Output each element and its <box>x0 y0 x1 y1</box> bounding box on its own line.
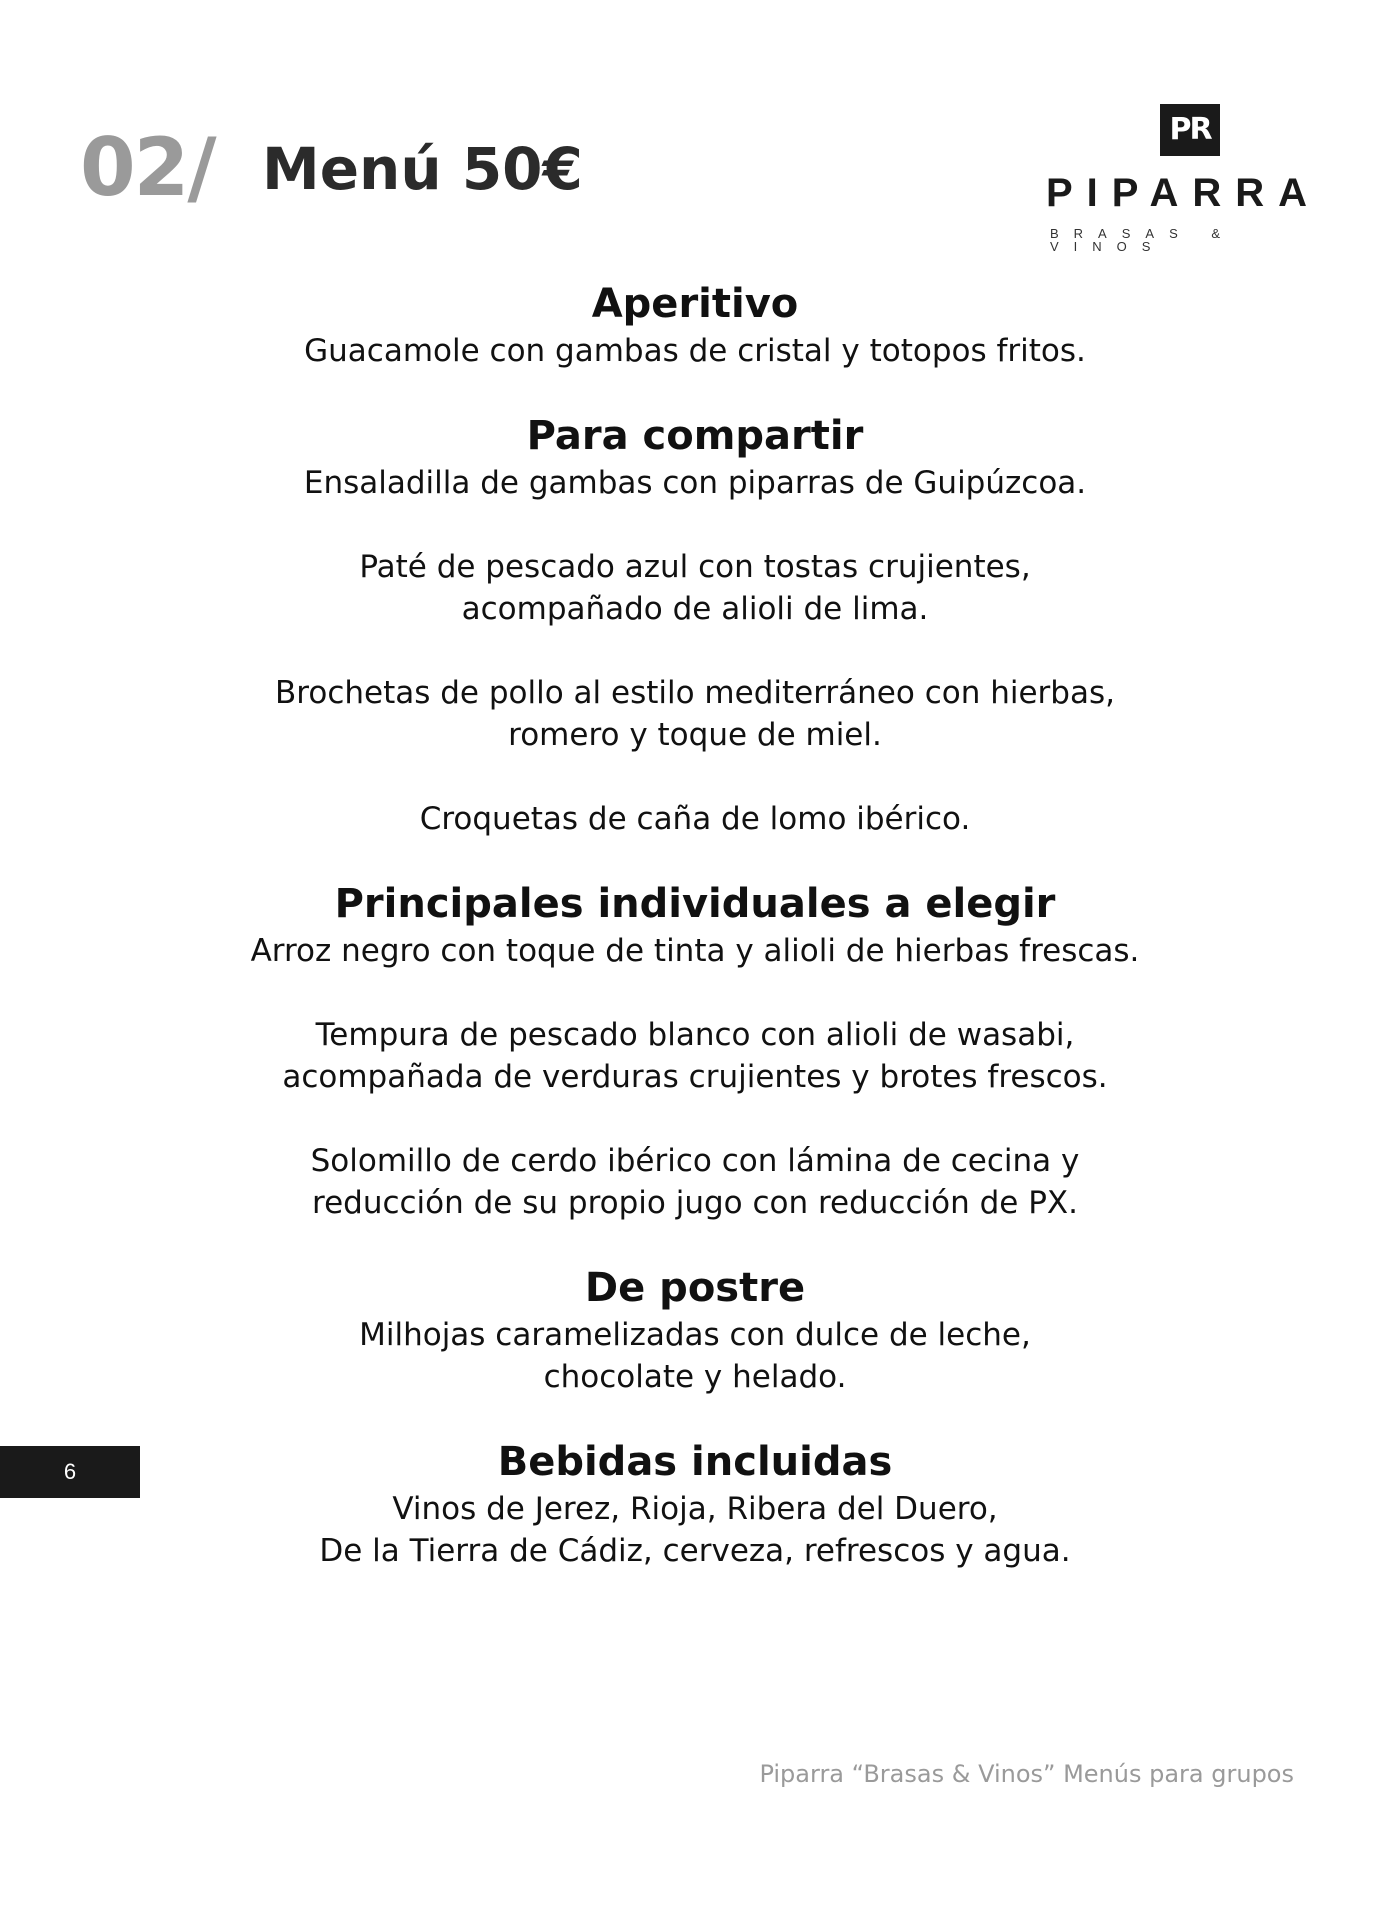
section-title: De postre <box>584 1265 806 1311</box>
menu-section <box>100 878 1290 1224</box>
menu-item-line: Vinos de Jerez, Rioja, Ribera del Duero, <box>392 1491 998 1527</box>
footer-text: Piparra “Brasas & Vinos” Menús para grupos <box>759 1760 1294 1788</box>
menu-item <box>100 1314 1290 1398</box>
section-title: Bebidas incluidas <box>497 1439 893 1485</box>
menu-item-line: acompañado de alioli de lima. <box>461 591 929 627</box>
menu-item <box>100 1488 1290 1572</box>
menu-item <box>100 930 1290 972</box>
menu-item <box>100 1014 1290 1098</box>
menu-item-line: Guacamole con gambas de cristal y totopos fritos. <box>304 333 1086 369</box>
section-title: Principales individuales a elegir <box>334 881 1056 927</box>
logo-name: PIPARRA <box>1046 171 1322 215</box>
header-number: 02/ <box>80 121 215 214</box>
menu-item <box>100 1140 1290 1224</box>
menu-section <box>100 410 1290 840</box>
menu-item-line: Solomillo de cerdo ibérico con lámina de cecina y <box>310 1143 1080 1179</box>
menu-item-line: Tempura de pescado blanco con alioli de wasabi, <box>315 1017 1075 1053</box>
menu-item-line: De la Tierra de Cádiz, cerveza, refrescos y agua. <box>319 1533 1071 1569</box>
page-number-tab: 6 <box>0 1446 140 1498</box>
menu-item <box>100 462 1290 504</box>
menu-item-line: Arroz negro con toque de tinta y alioli de hierbas frescas. <box>250 933 1140 969</box>
section-title: Para compartir <box>526 413 864 459</box>
logo-mark-text: PR <box>1169 112 1211 147</box>
menu-item-line: Croquetas de caña de lomo ibérico. <box>419 801 971 837</box>
menu-item <box>100 672 1290 756</box>
section-title: Aperitivo <box>591 281 799 327</box>
menu-item-line: acompañada de verduras crujientes y brotes frescos. <box>282 1059 1108 1095</box>
page-title: Menú 50€ <box>262 135 583 203</box>
menu-item <box>100 546 1290 630</box>
menu-item-line: Paté de pescado azul con tostas crujientes, <box>359 549 1031 585</box>
menu-item-line: Ensaladilla de gambas con piparras de Guipúzcoa. <box>303 465 1087 501</box>
logo-tagline: BRASAS & VINOS <box>1050 226 1236 254</box>
menu-item <box>100 330 1290 372</box>
logo-mark <box>1160 104 1220 156</box>
menu-list <box>100 278 1290 1610</box>
menu-section <box>100 1262 1290 1398</box>
menu-item-line: chocolate y helado. <box>543 1359 847 1395</box>
menu-section <box>100 1436 1290 1572</box>
menu-item <box>100 798 1290 840</box>
menu-item-line: romero y toque de miel. <box>508 717 882 753</box>
menu-item-line: Milhojas caramelizadas con dulce de leche, <box>359 1317 1031 1353</box>
menu-item-line: Brochetas de pollo al estilo mediterráneo con hierbas, <box>275 675 1115 711</box>
menu-item-line: reducción de su propio jugo con reducción de PX. <box>312 1185 1078 1221</box>
menu-section <box>100 278 1290 372</box>
